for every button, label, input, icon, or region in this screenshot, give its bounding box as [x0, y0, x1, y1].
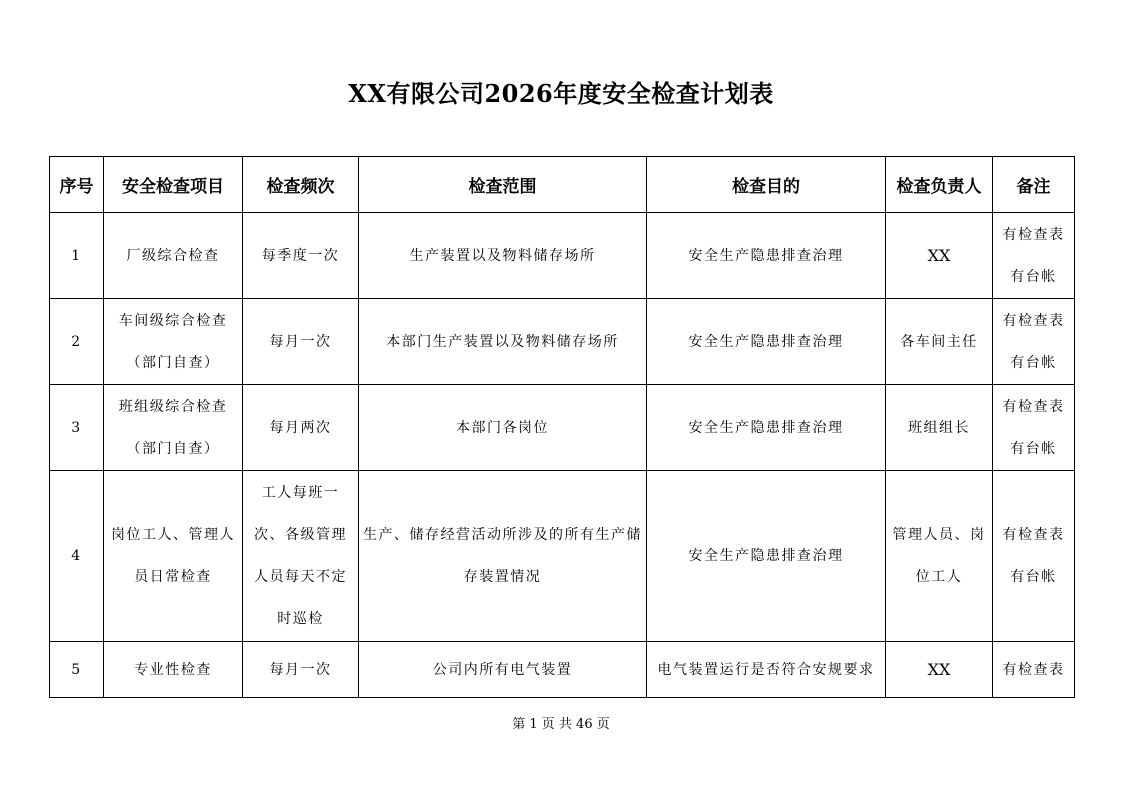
cell-owner: XX [886, 213, 993, 299]
cell-item: 班组级综合检查（部门自查） [104, 385, 243, 471]
cell-no: 1 [50, 213, 104, 299]
cell-scope: 生产、储存经营活动所涉及的所有生产储存装置情况 [359, 471, 647, 642]
cell-item: 专业性检查 [104, 642, 243, 698]
header-remark: 备注 [993, 157, 1075, 213]
cell-item: 岗位工人、管理人员日常检查 [104, 471, 243, 642]
cell-frequency: 工人每班一次、各级管理人员每天不定时巡检 [243, 471, 359, 642]
cell-owner: XX [886, 642, 993, 698]
header-no: 序号 [50, 157, 104, 213]
cell-remark: 有检查表有台帐 [993, 471, 1075, 642]
header-owner: 检查负责人 [886, 157, 993, 213]
header-frequency: 检查频次 [243, 157, 359, 213]
header-scope: 检查范围 [359, 157, 647, 213]
cell-item: 车间级综合检查（部门自查） [104, 299, 243, 385]
document-title: XX有限公司2026年度安全检查计划表 [348, 79, 774, 108]
cell-owner: 各车间主任 [886, 299, 993, 385]
cell-no: 4 [50, 471, 104, 642]
cell-purpose: 安全生产隐患排查治理 [647, 299, 886, 385]
cell-frequency: 每月一次 [243, 642, 359, 698]
table-row [50, 385, 1075, 471]
header-item: 安全检查项目 [104, 157, 243, 213]
cell-no: 2 [50, 299, 104, 385]
cell-purpose: 电气装置运行是否符合安规要求 [647, 642, 886, 698]
header-purpose: 检查目的 [647, 157, 886, 213]
cell-purpose: 安全生产隐患排查治理 [647, 385, 886, 471]
cell-scope: 本部门生产装置以及物料储存场所 [359, 299, 647, 385]
inspection-plan-table [49, 156, 1075, 698]
cell-scope: 生产装置以及物料储存场所 [359, 213, 647, 299]
cell-owner: 班组组长 [886, 385, 993, 471]
table-header-row [50, 157, 1075, 213]
cell-scope: 公司内所有电气装置 [359, 642, 647, 698]
cell-frequency: 每月两次 [243, 385, 359, 471]
table-row [50, 471, 1075, 642]
cell-item: 厂级综合检查 [104, 213, 243, 299]
cell-frequency: 每月一次 [243, 299, 359, 385]
cell-owner: 管理人员、岗位工人 [886, 471, 993, 642]
cell-remark: 有检查表有台帐 [993, 385, 1075, 471]
cell-scope: 本部门各岗位 [359, 385, 647, 471]
table-row [50, 213, 1075, 299]
cell-remark: 有检查表有台帐 [993, 299, 1075, 385]
table-row [50, 642, 1075, 698]
table-row [50, 299, 1075, 385]
cell-purpose: 安全生产隐患排查治理 [647, 471, 886, 642]
cell-remark: 有检查表 [993, 642, 1075, 698]
cell-remark: 有检查表有台帐 [993, 213, 1075, 299]
cell-no: 3 [50, 385, 104, 471]
cell-purpose: 安全生产隐患排查治理 [647, 213, 886, 299]
cell-no: 5 [50, 642, 104, 698]
page-footer: 第 1 页 共 46 页 [512, 717, 610, 732]
cell-frequency: 每季度一次 [243, 213, 359, 299]
